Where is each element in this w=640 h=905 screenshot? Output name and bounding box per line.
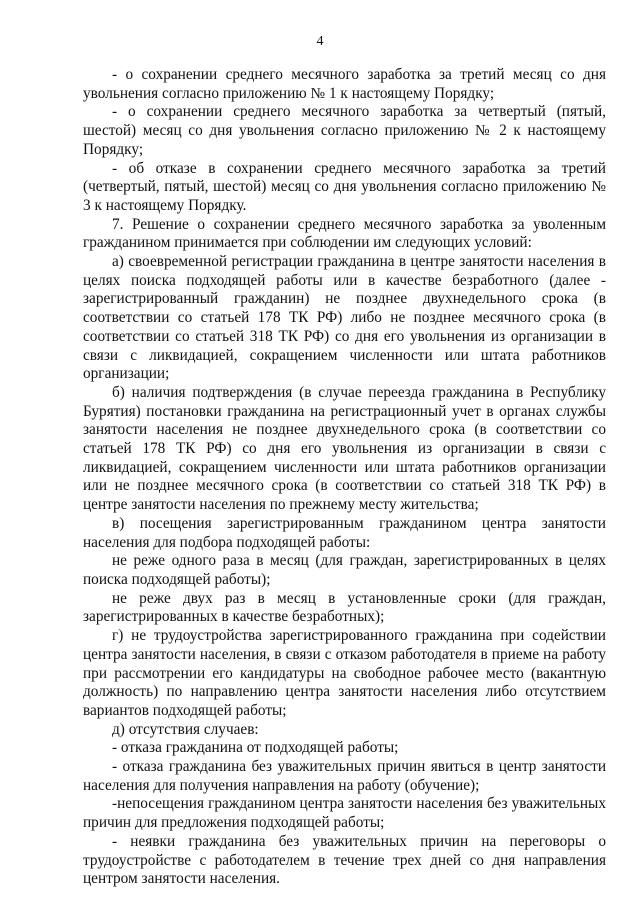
paragraph-11: д) отсутствия случаев:	[112, 720, 259, 738]
paragraph-14: -непосещения гражданином центра занятости населения без уважительных причин для предложения подходящей работы;	[83, 795, 606, 832]
paragraph-12: - отказа гражданина от подходящей работы;	[112, 739, 399, 757]
paragraph-4: 7. Решение о сохранении среднего месячного заработка за уволенным гражданином принимается при соблюдении им следующих условий:	[83, 215, 606, 252]
page-number: 4	[316, 34, 324, 49]
paragraph-9: не реже двух раз в месяц в установленные сроки (для граждан, зарегистрированных в качестве безработных);	[83, 589, 606, 626]
paragraph-5: а) своевременной регистрации гражданина в центре занятости населения в целях поиска подходящей работы или в качестве безработного (далее - зарегистрированный гражданин) не позднее двухнедельного срока (в соответствии со статьей 178 ТК РФ) либо не позднее месячного срока (в соответствии со статьей 318 ТК РФ) со дня его увольнения из организации в связи с ликвидацией, сокращением численности или штата работников организации;	[83, 253, 606, 383]
document-body	[83, 66, 606, 889]
paragraph-8: не реже одного раза в месяц (для граждан, зарегистрированных в целях поиска подходящей работы);	[83, 552, 606, 588]
paragraph-15: - неявки гражданина без уважительных причин на переговоры о трудоустройстве с работодателем в течение трех дней со дня направления центром занятости населения.	[83, 832, 606, 888]
paragraph-13: - отказа гражданина без уважительных причин явиться в центр занятости населения для получения направления на работу (обучение);	[83, 758, 606, 794]
paragraph-6: б) наличия подтверждения (в случае переезда гражданина в Республику Бурятия) постановки гражданина на регистрационный учет в органах службы занятости населения не позднее двухнедельного срока (в соответствии со статьей 178 ТК РФ) со дня его увольнения из организации в связи с ликвидацией, сокращением численности или штата работников организации или не позднее месячного срока (в соответствии со статьей 318 ТК РФ) в центре занятости населения по прежнему месту жительства;	[83, 383, 606, 514]
paragraph-3: - об отказе в сохранении среднего месячного заработка за третий (четвертый, пятый, шестой) месяц со дня увольнения согласно приложению № 3 к настоящему Порядку.	[83, 159, 606, 214]
paragraph-10: г) не трудоустройства зарегистрированного гражданина при содействии центра занятости населения, в связи с отказом работодателя в приеме на работу при рассмотрении его кандидатуры на свободное рабочее место (вакантную должность) по направлению центра занятости населения либо отсутствием вариантов подходящей работы;	[83, 627, 606, 719]
paragraph-1: - о сохранении среднего месячного заработка за третий месяц со дня увольнения согласно приложению № 1 к настоящему Порядку;	[83, 66, 606, 102]
paragraph-2: - о сохранении среднего месячного заработка за четвертый (пятый, шестой) месяц со дня увольнения согласно приложению № 2 к настоящему Порядку;	[83, 103, 606, 158]
paragraph-7: в) посещения зарегистрированным гражданином центра занятости населения для подбора подходящей работы:	[83, 514, 606, 551]
